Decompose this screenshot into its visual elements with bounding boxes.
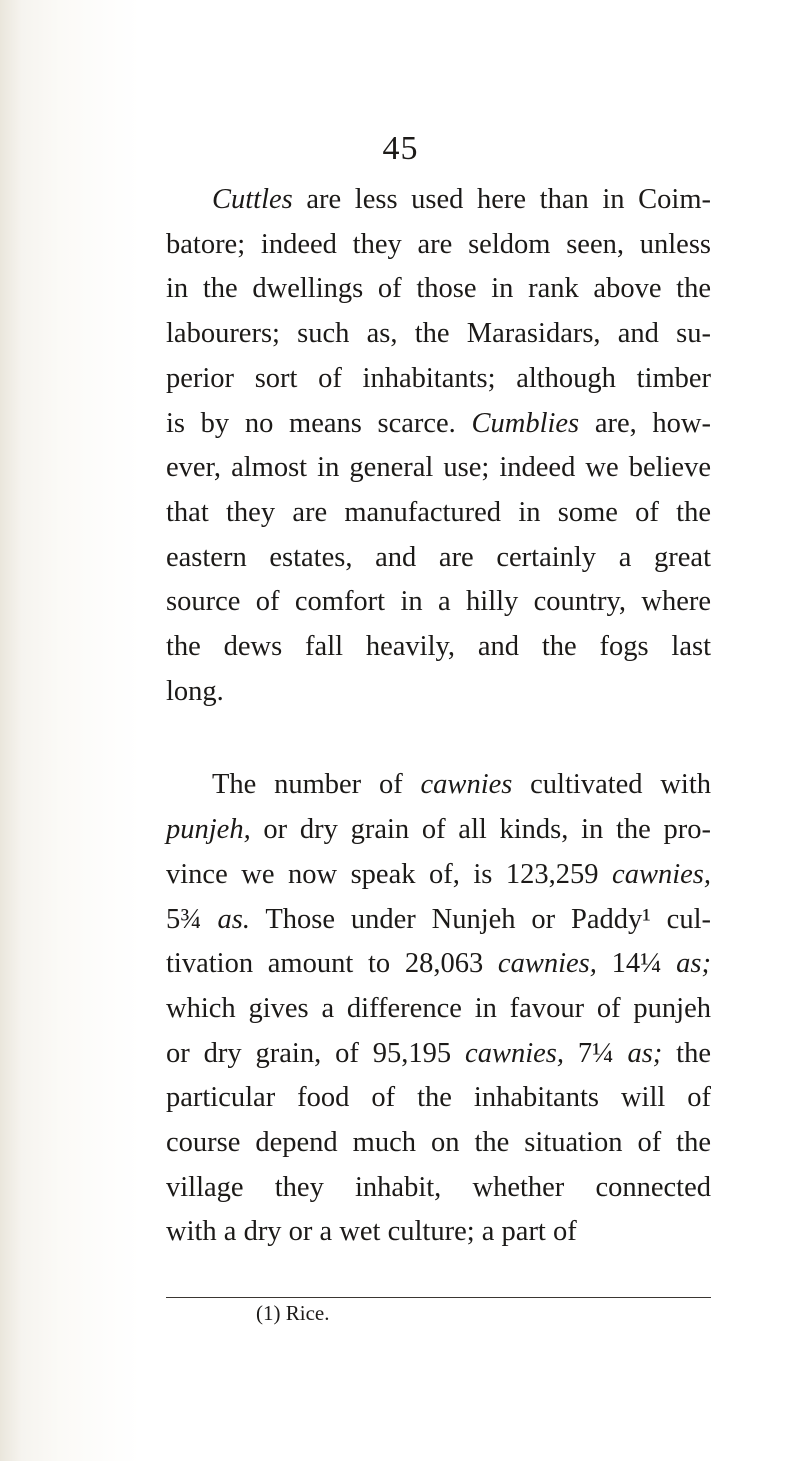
text-run: course depend much on the situation of the bbox=[166, 1127, 711, 1159]
text-run: labourers; such as, the Marasidars, and su- bbox=[166, 318, 711, 350]
text-run: village they inhabit, whether connected bbox=[166, 1171, 711, 1203]
text-line bbox=[166, 580, 711, 625]
footnote-rule bbox=[166, 1297, 711, 1298]
text-run: long. bbox=[166, 675, 224, 707]
italic-term: as. bbox=[217, 903, 250, 935]
italic-term: Cumblies bbox=[471, 407, 580, 439]
text-line bbox=[166, 898, 711, 943]
text-line bbox=[166, 312, 711, 357]
text-run: is by no means scarce. bbox=[166, 407, 472, 439]
text-line bbox=[166, 625, 711, 670]
italic-term: Cuttles bbox=[212, 184, 293, 215]
text-run: particular food of the inhabitants will of bbox=[166, 1082, 711, 1114]
text-run: The number of bbox=[212, 769, 421, 801]
text-line bbox=[166, 942, 711, 987]
text-line bbox=[166, 808, 711, 853]
text-line bbox=[166, 178, 711, 223]
paragraph bbox=[166, 763, 711, 1255]
text-line bbox=[166, 1166, 711, 1211]
text-run: the dews fall heavily, and the fogs last bbox=[166, 631, 711, 663]
text-run: 7¼ bbox=[564, 1037, 628, 1069]
text-run: source of comfort in a hilly country, where bbox=[166, 586, 711, 618]
text-line bbox=[166, 357, 711, 402]
text-line bbox=[166, 223, 711, 268]
text-run: are less used here than in Coim- bbox=[292, 184, 711, 215]
text-run: perior sort of inhabitants; although timber bbox=[166, 362, 711, 394]
text-line bbox=[166, 670, 711, 715]
text-run: with a dry or a wet culture; a part of bbox=[166, 1216, 577, 1248]
text-run: tivation amount to 28,063 bbox=[166, 948, 498, 980]
text-run: 14¼ bbox=[596, 948, 677, 980]
italic-term: as; bbox=[676, 948, 711, 980]
text-line bbox=[166, 1076, 711, 1121]
italic-term: cawnies bbox=[420, 769, 513, 801]
text-line bbox=[166, 1121, 711, 1166]
text-run: which gives a difference in favour of punjeh bbox=[166, 992, 711, 1024]
text-line bbox=[166, 1210, 711, 1255]
page-number: 45 bbox=[382, 130, 419, 167]
footnote: (1) Rice. bbox=[256, 1301, 330, 1325]
text-run: in the dwellings of those in rank above the bbox=[166, 273, 711, 305]
text-line bbox=[166, 446, 711, 491]
text-run: are, how- bbox=[579, 407, 711, 439]
paragraph bbox=[166, 178, 711, 714]
text-run: or dry grain of all kinds, in the pro- bbox=[250, 814, 711, 846]
text-run: that they are manufactured in some of the bbox=[166, 496, 711, 528]
italic-term: punjeh, bbox=[166, 814, 251, 846]
text-line bbox=[166, 987, 711, 1032]
italic-term: cawnies, bbox=[497, 948, 597, 980]
italic-term: as; bbox=[627, 1037, 663, 1069]
text-run: ever, almost in general use; indeed we believe bbox=[166, 452, 711, 484]
text-run: or dry grain, of 95,195 bbox=[166, 1037, 466, 1069]
text-run: Those under Nunjeh or Paddy¹ cul- bbox=[249, 903, 711, 935]
text-run: the bbox=[662, 1037, 712, 1069]
text-line bbox=[166, 1032, 711, 1077]
text-line bbox=[166, 536, 711, 581]
text-run: vince we now speak of, is 123,259 bbox=[166, 858, 613, 890]
text-line bbox=[166, 491, 711, 536]
text-run: batore; indeed they are seldom seen, unless bbox=[166, 228, 711, 260]
text-line bbox=[166, 402, 711, 447]
text-run: eastern estates, and are certainly a great bbox=[166, 541, 711, 573]
italic-term: cawnies, bbox=[612, 858, 711, 890]
text-run: cultivated with bbox=[512, 769, 712, 801]
text-run: 5¾ bbox=[166, 903, 218, 935]
text-line bbox=[166, 853, 711, 898]
text-line bbox=[166, 763, 711, 808]
italic-term: cawnies, bbox=[465, 1037, 564, 1069]
text-line bbox=[166, 267, 711, 312]
body-text bbox=[166, 178, 711, 1255]
